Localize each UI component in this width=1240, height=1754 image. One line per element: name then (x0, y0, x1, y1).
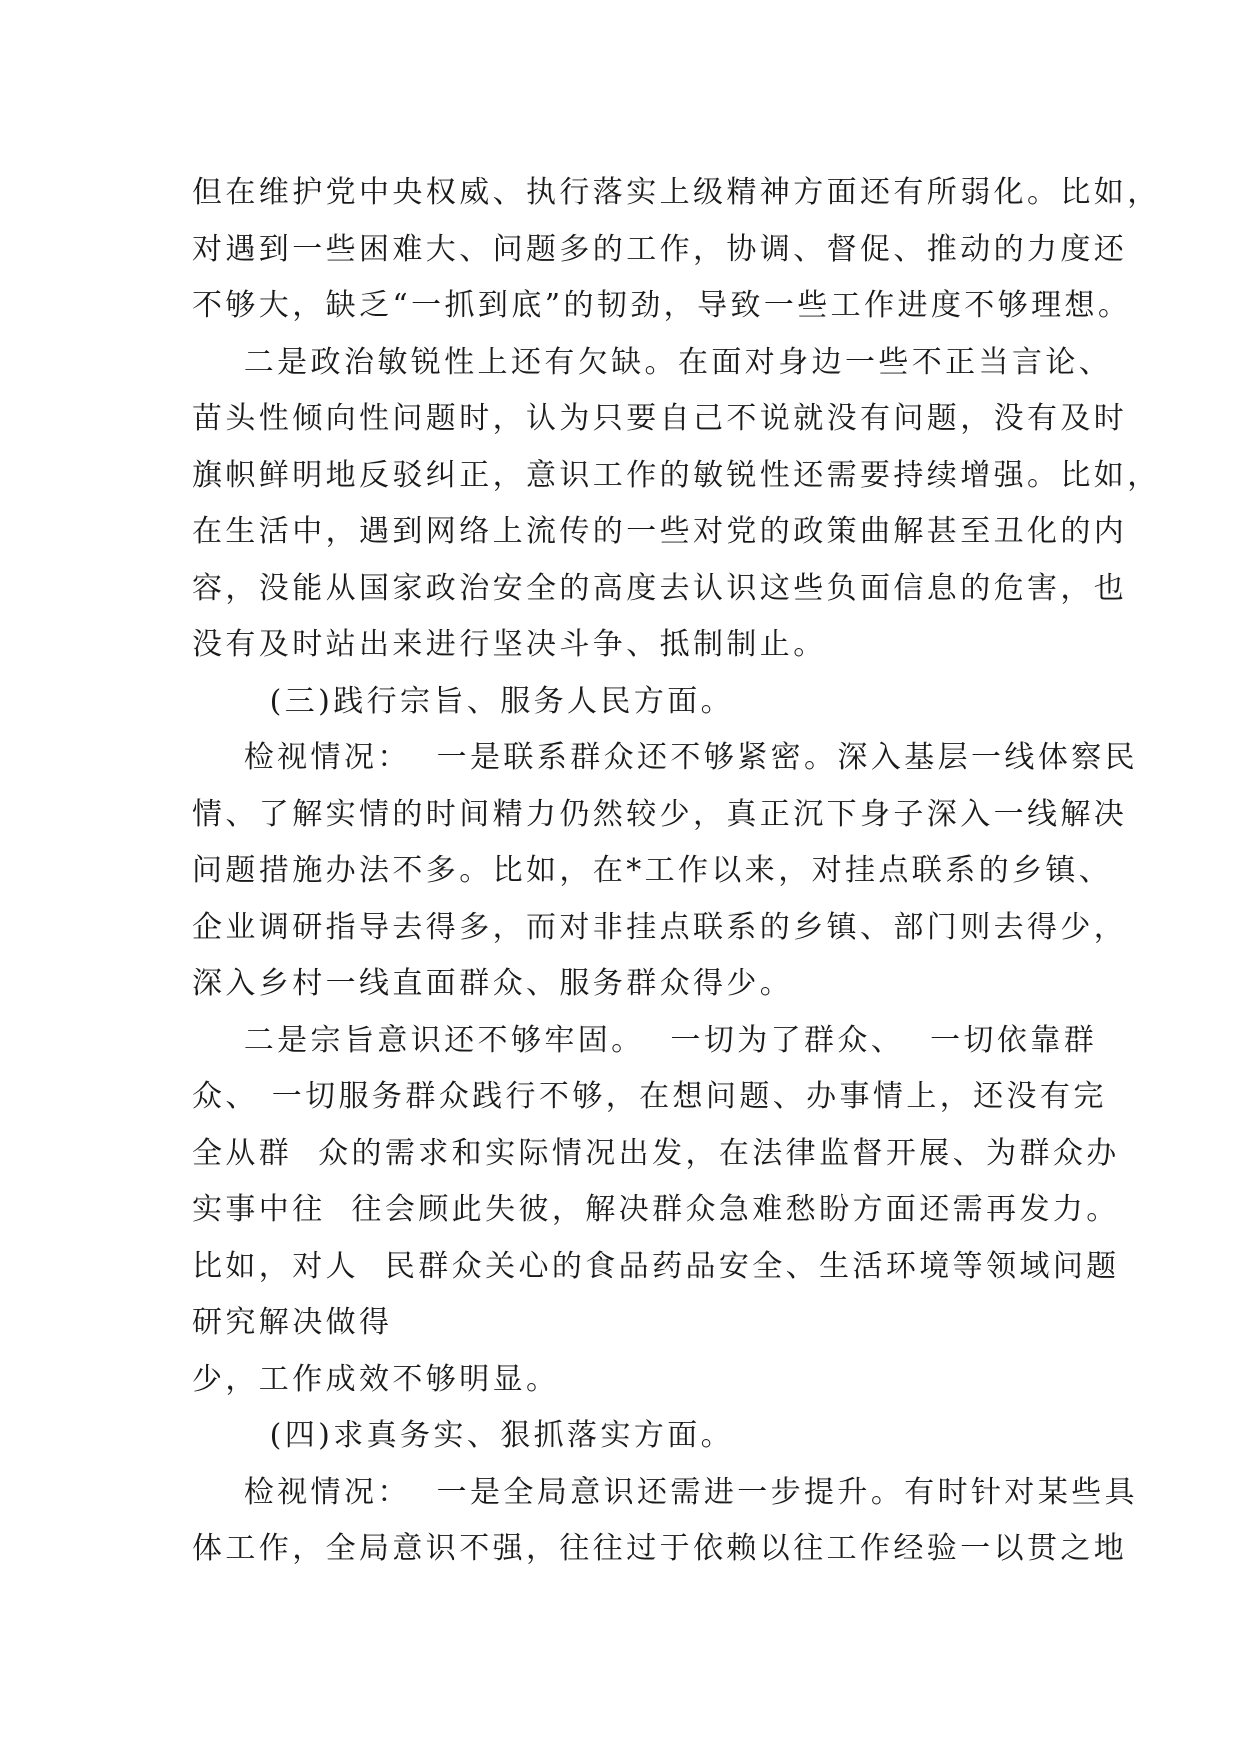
text-line-13: 问题措施办法不多。比如，在*工作以来，对挂点联系的乡镇、 (192, 853, 1113, 888)
text-line-15: 深入乡村一线直面群众、服务群众得少。 (192, 966, 794, 1001)
text-line-1: 但在维护党中央权威、执行落实上级精神方面还有所弱化。比如， (192, 175, 1161, 210)
section-heading-3: (三)践行宗旨、服务人民方面。 (192, 683, 735, 719)
text-line-22: 少，工作成效不够明显。 (192, 1361, 560, 1397)
text-line-9: 没有及时站出来进行坚决斗争、抵制制止。 (192, 627, 827, 662)
text-line-8: 容，没能从国家政治安全的高度去认识这些负面信息的危害，也 (192, 570, 1128, 606)
section-heading-4: (四)求真务实、狠抓落实方面。 (192, 1418, 735, 1453)
text-line-20: 比如，对人 民群众关心的食品药品安全、生活环境等领域问题 (192, 1248, 1120, 1284)
text-line-17: 众、 一切服务群众践行不够，在想问题、办事情上，还没有完 (192, 1079, 1107, 1114)
text-line-3: 不够大，缺乏“一抓到底”的韧劲，导致一些工作进度不够理想。 (192, 288, 1132, 323)
text-line-25: 体工作，全局意识不强，往往过于依赖以往工作经验一以贯之地 (192, 1531, 1128, 1566)
document-body (192, 165, 1161, 1578)
text-line-24: 检视情况： 一是全局意识还需进一步提升。有时针对某些具 (192, 1474, 1139, 1510)
text-line-6: 旗帜鲜明地反驳纠正，意识工作的敏锐性还需要持续增强。比如， (192, 457, 1161, 493)
text-line-14: 企业调研指导去得多，而对非挂点联系的乡镇、部门则去得少， (192, 909, 1128, 945)
text-line-11: 检视情况： 一是联系群众还不够紧密。深入基层一线体察民 (192, 740, 1139, 775)
text-line-7: 在生活中，遇到网络上流传的一些对党的政策曲解甚至丑化的内 (192, 514, 1128, 549)
text-line-21: 研究解决做得 (192, 1305, 393, 1340)
text-line-4: 二是政治敏锐性上还有欠缺。在面对身边一些不正当言论、 (192, 344, 1113, 380)
text-line-12: 情、了解实情的时间精力仍然较少，真正沉下身子深入一线解决 (192, 796, 1128, 832)
text-line-19: 实事中往 往会顾此失彼，解决群众急难愁盼方面还需再发力。 (192, 1192, 1120, 1227)
text-line-2: 对遇到一些困难大、问题多的工作，协调、督促、推动的力度还 (192, 231, 1128, 267)
text-line-16: 二是宗旨意识还不够牢固。 一切为了群众、 一切依靠群 (192, 1022, 1098, 1058)
text-line-18: 全从群 众的需求和实际情况出发，在法律监督开展、为群众办 (192, 1135, 1120, 1171)
text-line-5: 苗头性倾向性问题时，认为只要自己不说就没有问题，没有及时 (192, 401, 1128, 436)
